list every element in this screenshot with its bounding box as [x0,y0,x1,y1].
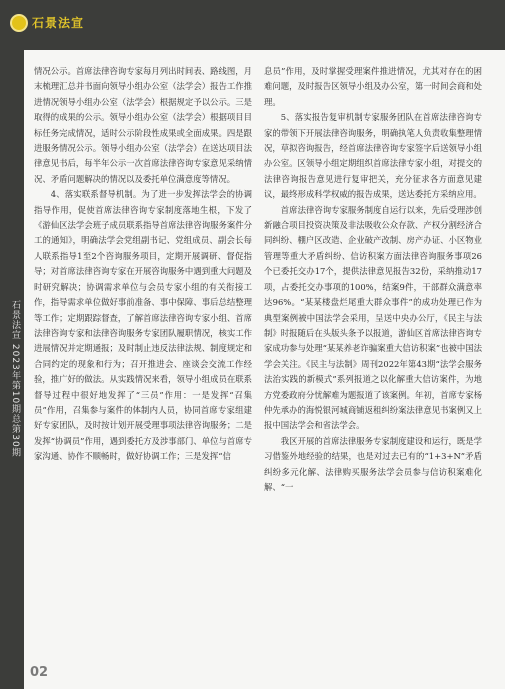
paragraph: 息员”作用，及时掌握受理案件推进情况，尤其对存在的困难问题，及时报告区领导小组及办公室，第一时间会商和处理。 [264,66,482,107]
journal-logo-text: 石景法宣 [32,16,85,30]
paragraph: 首席法律咨询专家服务制度自运行以来，先后受理涉创新融合项目投资决策及非法吸收公众存款、产权分割经济合同纠纷、棚户区改造、企业破产改制、房产办证、小区物业管理等重大矛盾纠纷、信访积案方面法律咨询服务事项26个已委托交办17个，提供法律意见报告32份，采纳推动17项，占委托交办事项的100%，结案9件，干部群众满意率达96%。“某某楼盘烂尾重大群众事件”的成功处理已作为典型案例被中国法学会采用，呈送中央办公厅，《民主与法制》时报随后在头版头条予以报道，游仙区首席法律咨询专家成功参与处理“某某养老诈骗案重大信访积案”也被中国法学会关注。《民主与法制》周刊2022年第43期“法学会服务法治实践的新模式”系列报道之以化解重大信访案件，为地方党委政府分忧解难为题报道了该案例。年初，首席专家杨仲先承办的海悦银河城商铺返租纠纷案法律意见书案例又上报中国法学会和省法学会。 [264,204,482,431]
paragraph: 4、落实联系督导机制。为了进一步发挥法学会的协调指导作用，促使首席法律咨询专家制度落地生根，下发了《游仙区法学会班子成员联系指导首席法律咨询服务案件分工的通知》，明确法学会党组副书记、党组成员、副会长每人联系指导1至2个咨询服务项目，定期开展调研、督促指导；对首席法律咨询专家在开展咨询服务中遇到重大问题及时研究解决；协调需求单位与会员专家小组的有关衔接工作，指导需求单位做好事前准备、事中保障、事后总结整理等工作；定期跟踪督查，了解首席法律咨询专家小组、首席法律咨询专家和法律咨询服务专家团队履职情况，核实工作进展情况并定期通报；及时制止违反法律法规、制度规定和合同约定的现象和行为；召开推进会、座谈会交流工作经验，推广好的做法。从实践情况来看，领导小组成员在联系督导过程中很好地发挥了“三员”作用：一是发挥“召集员”作用，召集参与案件的体制内人员，协同首席专家组建好专家团队，及时按计划开展受理事项法律咨询服务；二是发挥“协调员”作用，遇到委托方及涉事部门、单位与首席专家沟通、协作不顺畅时，做好协调工作；三是发挥“信 [34,189,252,462]
right-column [264,64,482,495]
paragraph: 情况公示。首席法律咨询专家每月列出时间表、路线图，月末梳理汇总并书面向领导小组办公室（法学会）报告工作推进情况领导小组办公室（法学会）根据规定予以公示。三是取得的成果的公示。领导小组办公室（法学会）根据项目目标任务完成情况，适时公示阶段性成果或全面成果。四是跟进服务情况公示。领导小组办公室（法学会）在送达项目法律意见书后，每半年公示一次首席法律咨询专家意见采纳情况、矛盾问题解决的情况以及委托单位满意度等情况。 [34,66,252,184]
paragraph: 5、落实报告复审机制专家服务团队在首席法律咨询专家的带领下开展法律咨询服务，明确执笔人负责收集整理情况，草拟咨询报告，经首席法律咨询专家签字后送领导小组办公室。区领导小组定期组织首席法律专家小组，对提交的法律咨询报告意见进行复审把关，充分征求各方面意见建议，最终形成科学权威的报告成果，送达委托方采纳应用。 [264,112,482,200]
page-number: 02 [30,665,49,680]
paragraph: 我区开展的首席法律服务专家制度建设和运行，既是学习借鉴外地经验的结果，也是对过去已有的“1+3+N”矛盾纠纷多元化解、法律购买服务法学会员参与信访积案难化解、“一 [264,435,482,492]
header-bar [0,0,505,50]
issue-info: 石景法宣 2023年第10期总第30期 [10,300,20,458]
side-bar [0,50,24,689]
journal-logo-icon [10,14,28,32]
left-column [34,64,252,465]
